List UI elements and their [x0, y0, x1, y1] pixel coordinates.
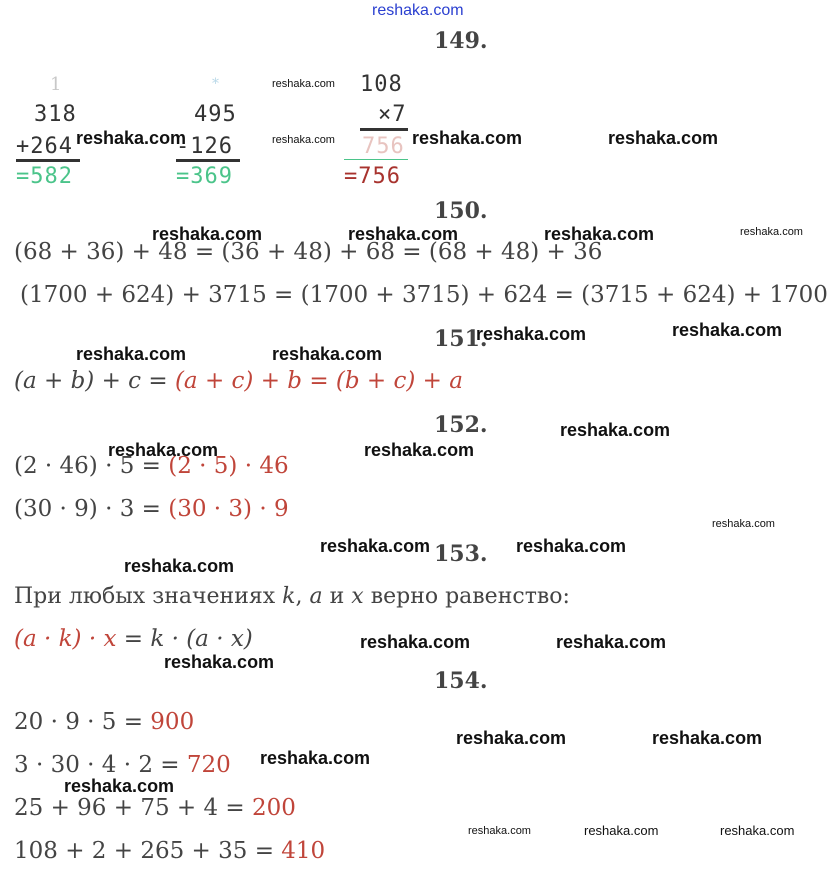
watermark: reshaka.com — [556, 632, 667, 652]
equation-153-rhs: = k · (a · x) — [116, 626, 253, 652]
watermark: reshaka.com — [712, 518, 775, 530]
watermark: reshaka.com — [672, 320, 783, 340]
equation-152-1-rhs: (2 · 5) · 46 — [168, 453, 289, 479]
equation-152-1-lhs: (2 · 46) · 5 = — [14, 453, 169, 479]
watermark: reshaka.com — [608, 128, 719, 148]
equation-154-2-rhs: 720 — [186, 752, 231, 778]
equation-154-1-rhs: 900 — [150, 709, 195, 735]
carry-digit: 1 — [50, 74, 62, 95]
watermark: reshaka.com — [124, 556, 235, 576]
equation-154-4-rhs: 410 — [281, 838, 326, 864]
equation-151 — [14, 368, 463, 394]
watermark: reshaka.com — [584, 823, 659, 838]
equation-154-3 — [14, 795, 296, 821]
equation-154-3-rhs: 200 — [252, 795, 296, 821]
sum-rule — [16, 159, 80, 162]
equation-154-4 — [14, 838, 325, 864]
equation-151-rhs: (a + c) + b = (b + c) + a — [174, 368, 463, 394]
problem-number-152: 152. — [434, 412, 488, 438]
statement-153 — [14, 584, 570, 609]
watermark: reshaka.com — [720, 823, 795, 838]
product-rule — [360, 128, 408, 131]
statement-153-comma: , — [295, 584, 310, 609]
watermark: reshaka.com — [456, 728, 567, 748]
watermark: reshaka.com — [260, 748, 371, 768]
statement-153-b: верно равенство: — [363, 584, 570, 609]
equation-151-lhs: (a + b) + c = — [14, 368, 175, 394]
subtrahend: -126 — [176, 134, 233, 159]
watermark: reshaka.com — [516, 536, 627, 556]
watermark: reshaka.com — [412, 128, 523, 148]
var-a: a — [309, 584, 323, 609]
difference-rule — [176, 159, 240, 162]
watermark: reshaka.com — [560, 420, 671, 440]
statement-153-and: и — [322, 584, 352, 609]
addend-2: +264 — [16, 134, 73, 159]
equation-150-1: (68 + 36) + 48 = (36 + 48) + 68 = (68 + 48) + 36 — [14, 239, 603, 265]
watermark: reshaka.com — [108, 440, 219, 460]
multiplier: ×7 — [378, 102, 407, 127]
equation-154-1 — [14, 709, 194, 735]
watermark: reshaka.com — [348, 224, 459, 244]
watermark: reshaka.com — [476, 324, 587, 344]
var-k: k — [282, 584, 296, 609]
watermark: reshaka.com — [76, 128, 187, 148]
watermark: reshaka.com — [164, 652, 275, 672]
multiplicand: 108 — [360, 72, 403, 97]
partial-product: 756 — [362, 134, 405, 159]
problem-number-154: 154. — [434, 668, 488, 694]
var-x: x — [351, 584, 364, 609]
site-header-link[interactable]: reshaka.com — [372, 2, 464, 19]
equation-153-lhs: (a · k) · x — [14, 626, 117, 652]
equation-152-2 — [14, 496, 289, 522]
equation-154-4-lhs: 108 + 2 + 265 + 35 = — [14, 838, 282, 864]
watermark: reshaka.com — [152, 224, 263, 244]
watermark: reshaka.com — [76, 344, 187, 364]
borrow-mark: * — [212, 76, 219, 92]
product-result: =756 — [344, 164, 401, 189]
equation-154-3-lhs: 25 + 96 + 75 + 4 = — [14, 795, 253, 821]
equation-152-2-lhs: (30 · 9) · 3 = — [14, 496, 169, 522]
problem-number-150: 150. — [434, 198, 488, 224]
equation-154-1-lhs: 20 · 9 · 5 = — [14, 709, 151, 735]
watermark: reshaka.com — [360, 632, 471, 652]
watermark: reshaka.com — [468, 825, 531, 837]
problem-number-153: 153. — [434, 541, 488, 567]
problem-number-151: 151. — [434, 326, 488, 352]
equation-154-2 — [14, 752, 231, 778]
watermark: reshaka.com — [64, 776, 175, 796]
problem-number-149: 149. — [434, 28, 488, 54]
watermark: reshaka.com — [272, 78, 335, 90]
product-result-rule — [344, 159, 408, 160]
watermark: reshaka.com — [272, 344, 383, 364]
equation-150-2: (1700 + 624) + 3715 = (1700 + 3715) + 624 = (3715 + 624) + 1700 — [20, 282, 828, 308]
equation-152-2-rhs: (30 · 3) · 9 — [168, 496, 289, 522]
addend-1: 318 — [34, 102, 77, 127]
statement-153-a: При любых значениях — [14, 584, 283, 609]
difference-result: =369 — [176, 164, 233, 189]
watermark: reshaka.com — [544, 224, 655, 244]
watermark: reshaka.com — [320, 536, 431, 556]
equation-154-2-lhs: 3 · 30 · 4 · 2 = — [14, 752, 187, 778]
watermark: reshaka.com — [740, 226, 803, 238]
sum-result: =582 — [16, 164, 73, 189]
minuend: 495 — [194, 102, 237, 127]
watermark: reshaka.com — [364, 440, 475, 460]
watermark: reshaka.com — [272, 134, 335, 146]
equation-153 — [14, 626, 253, 652]
watermark: reshaka.com — [652, 728, 763, 748]
